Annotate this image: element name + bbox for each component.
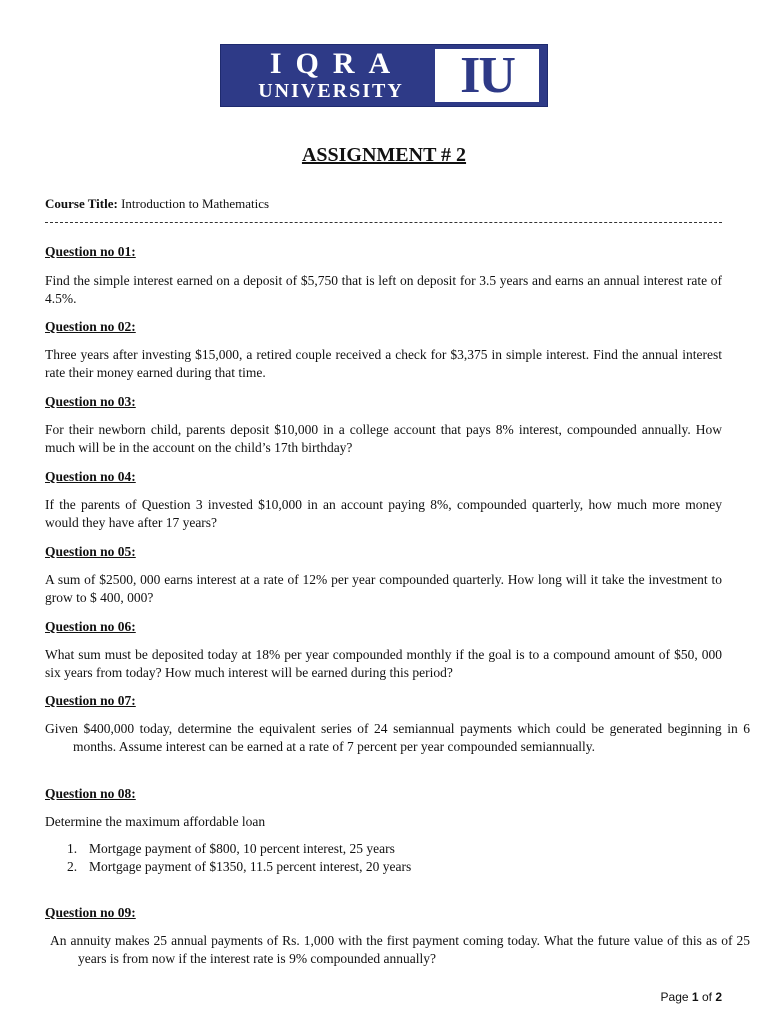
question-text: Three years after investing $15,000, a retired couple received a check for $3,375 in simple interest. Find the annual interest rate their money earned during that time. [45, 347, 722, 380]
course-value: Introduction to Mathematics [121, 196, 270, 211]
question-text: Given $400,000 today, determine the equivalent series of 24 semiannual payments which could be generated beginning in 6 months. Assume interest can be earned at a rate of 7 percent per year compounded semiannually. [45, 721, 750, 754]
question-text: What sum must be deposited today at 18% per year compounded monthly if the goal is to a compound amount of $50, 000 six years from today? How much interest will be earned during this period? [45, 647, 722, 680]
list-item-text: Mortgage payment of $800, 10 percent interest, 25 years [89, 841, 395, 856]
divider [45, 222, 722, 223]
logo-mark: IU [435, 49, 539, 102]
question-heading: Question no 02: [45, 319, 136, 334]
question-heading: Question no 01: [45, 244, 136, 259]
logo-wordmark [229, 49, 433, 103]
question-heading: Question no 06: [45, 619, 136, 634]
course-title [45, 196, 269, 212]
question-text: Find the simple interest earned on a deposit of $5,750 that is left on deposit for 3.5 years and earns an annual interest rate of 4.5%. [45, 273, 722, 306]
question-heading: Question no 09: [45, 905, 136, 920]
question-text: For their newborn child, parents deposit $10,000 in a college account that pays 8% interest, compounded annually. How much will be in the account on the child’s 17th birthday? [45, 422, 722, 455]
page-number [661, 990, 722, 1004]
page-of: of [701, 990, 712, 1004]
page-label: Page [660, 990, 689, 1004]
question-heading: Question no 05: [45, 544, 136, 559]
question-text: A sum of $2500, 000 earns interest at a rate of 12% per year compounded quarterly. How long will it take the investment to grow to $ 400, 000? [45, 572, 722, 605]
logo-line2: UNIVERSITY [258, 80, 404, 102]
question-text: If the parents of Question 3 invested $10,000 in an account paying 8%, compounded quarterly, how much more money would they have after 17 years? [45, 497, 722, 530]
logo-line1: IQRA [269, 47, 405, 80]
list-item: 2. Mortgage payment of $1350, 11.5 percent interest, 20 years [67, 859, 412, 874]
university-logo [220, 44, 548, 107]
question-heading: Question no 04: [45, 469, 136, 484]
page-title: ASSIGNMENT # 2 [301, 144, 467, 166]
question-heading: Question no 08: [45, 786, 136, 801]
list-item-text: Mortgage payment of $1350, 11.5 percent interest, 20 years [89, 859, 412, 874]
page-total: 2 [715, 990, 722, 1004]
question-text: An annuity makes 25 annual payments of Rs. 1,000 with the first payment coming today. What the future value of this as of 25 years is from now if the interest rate is 9% compounded annually? [50, 933, 750, 966]
question-heading: Question no 07: [45, 693, 136, 708]
list-item: 1. Mortgage payment of $800, 10 percent interest, 25 years [67, 841, 395, 856]
question-text: Determine the maximum affordable loan [45, 814, 266, 829]
page-current: 1 [691, 990, 699, 1004]
course-label: Course Title: [45, 196, 118, 211]
question-heading: Question no 03: [45, 394, 136, 409]
